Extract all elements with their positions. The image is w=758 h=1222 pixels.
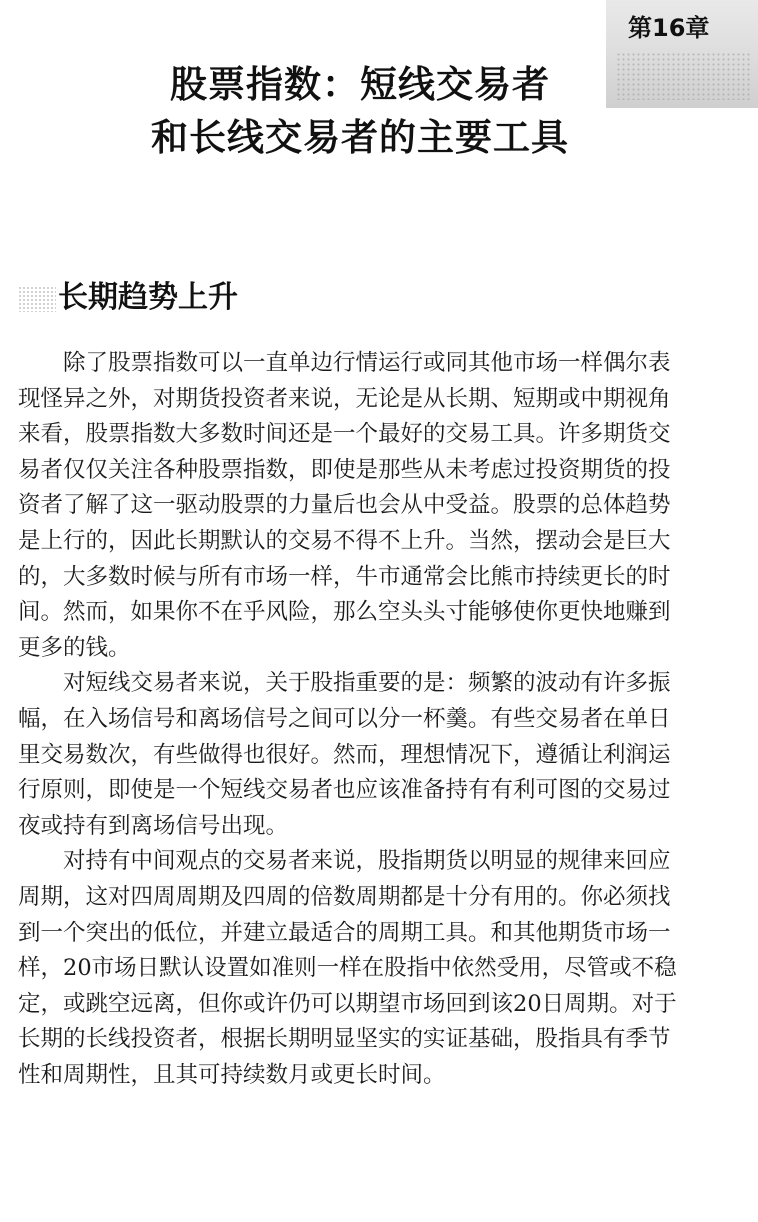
text-line: 资者了解了这一驱动股票的力量后也会从中受益。股票的总体趋势 — [18, 492, 671, 519]
text-line: 长期的长线投资者，根据长期明显坚实的实证基础，股指具有季节 — [18, 1026, 671, 1053]
paragraph-1 — [18, 346, 738, 666]
text-line: 周期，这对四周周期及四周的倍数周期都是十分有用的。你必须找 — [18, 883, 671, 910]
chapter-title — [110, 58, 610, 164]
section-marker-icon — [18, 286, 56, 312]
text-line: 性和周期性，且其可持续数月或更长时间。 — [18, 1061, 446, 1088]
text-line: 夜或持有到离场信号出现。 — [18, 812, 289, 839]
text-line: 样，20市场日默认设置如准则一样在股指中依然受用，尽管或不稳 — [18, 955, 677, 982]
text-line: 现怪异之外，对期货投资者来说，无论是从长期、短期或中期视角 — [18, 385, 671, 412]
chapter-title-line-1: 股票指数：短线交易者 — [170, 63, 550, 106]
text-line: 来看，股票指数大多数时间还是一个最好的交易工具。许多期货交 — [18, 421, 671, 448]
section-heading: 长期趋势上升 — [58, 280, 238, 315]
chapter-title-line-2: 和长线交易者的主要工具 — [151, 116, 569, 159]
text-line: 行原则，即使是一个短线交易者也应该准备持有有利可图的交易过 — [18, 777, 671, 804]
text-line: 的，大多数时候与所有市场一样，牛市通常会比熊市持续更长的时 — [18, 563, 671, 590]
text-line: 更多的钱。 — [18, 634, 131, 661]
text-line: 幅，在入场信号和离场信号之间可以分一杯羹。有些交易者在单日 — [18, 705, 671, 732]
text-line: 里交易数次，有些做得也很好。然而，理想情况下，遵循让利润运 — [18, 741, 671, 768]
paragraph-3 — [18, 844, 738, 1093]
text-line: 到一个突出的低位，并建立最适合的周期工具。和其他期货市场一 — [18, 919, 671, 946]
text-line: 除了股票指数可以一直单边行情运行或同其他市场一样偶尔表 — [63, 350, 671, 376]
text-line: 定，或跳空远离，但你或许仍可以期望市场回到该20日周期。对于 — [18, 990, 677, 1017]
text-line: 易者仅仅关注各种股票指数，即使是那些从未考虑过投资期货的投 — [18, 456, 671, 483]
text-line: 对持有中间观点的交易者来说，股指期货以明显的规律来回应 — [63, 848, 671, 875]
text-line: 间。然而，如果你不在乎风险，那么空头头寸能够使你更快地赚到 — [18, 599, 671, 626]
text-line: 是上行的，因此长期默认的交易不得不上升。当然，摆动会是巨大 — [18, 527, 671, 554]
body-text — [18, 346, 738, 1093]
chapter-number: 第16章 — [628, 14, 710, 42]
paragraph-2 — [18, 666, 738, 844]
text-line: 对短线交易者来说，关于股指重要的是：频繁的波动有许多振 — [63, 670, 671, 697]
